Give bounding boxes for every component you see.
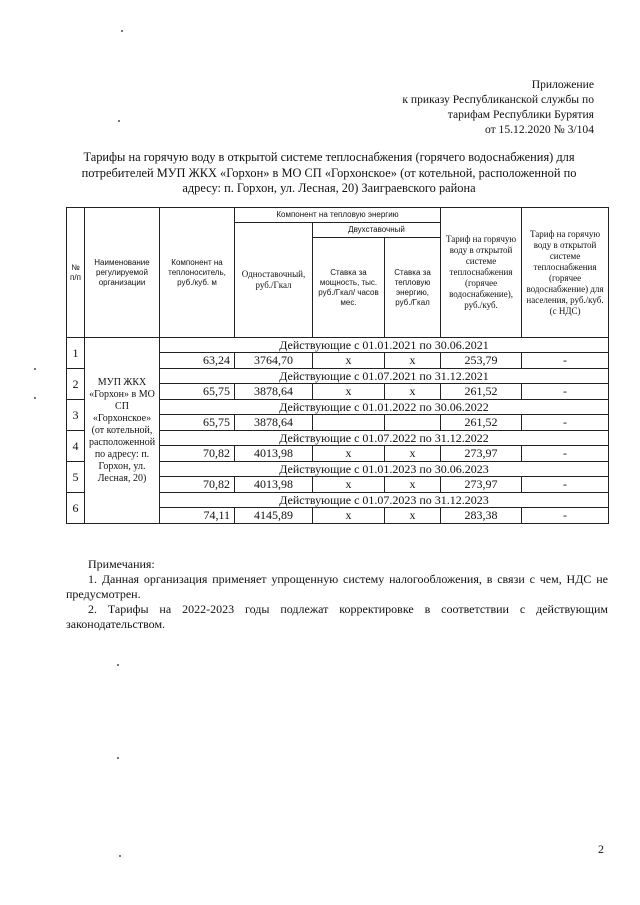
carrier-value: 65,75 (160, 415, 235, 431)
capacity-rate-value (313, 415, 385, 431)
scan-speck (117, 664, 119, 666)
document-title (70, 150, 588, 197)
tariff-value: 261,52 (441, 415, 522, 431)
tariff-value: 253,79 (441, 353, 522, 369)
header-two-rate-group: Двухставочный (313, 223, 441, 238)
single-rate-value: 4013,98 (235, 477, 313, 493)
title-line: Тарифы на горячую воду в открытой системе теплоснабжения (горячего водоснабжения) для (83, 150, 575, 164)
capacity-rate-value: х (313, 508, 385, 524)
appendix-line: к приказу Республиканской службы по (402, 93, 594, 106)
title-line: адресу: п. Горхон, ул. Лесная, 20) Заиграевского района (182, 181, 476, 195)
single-rate-value: 3878,64 (235, 415, 313, 431)
tariff-value: 273,97 (441, 446, 522, 462)
header-tariff: Тариф на горячую воду в открытой системе теплоснабжения (горячее водоснабжение), руб./куб. (441, 208, 522, 338)
population-tariff-value: - (522, 415, 609, 431)
row-number: 4 (67, 431, 85, 462)
header-single-rate: Одноставочный, руб./Гкал (235, 223, 313, 338)
period-label: Действующие с 01.01.2022 по 30.06.2022 (160, 400, 609, 415)
scan-speck (118, 120, 120, 122)
period-label: Действующие с 01.01.2023 по 30.06.2023 (160, 462, 609, 477)
scan-speck (34, 397, 36, 399)
carrier-value: 63,24 (160, 353, 235, 369)
row-number: 3 (67, 400, 85, 431)
capacity-rate-value: х (313, 477, 385, 493)
appendix-line: от 15.12.2020 № 3/104 (484, 123, 594, 136)
tariff-value: 273,97 (441, 477, 522, 493)
tariff-table (66, 207, 609, 524)
appendix-line: Приложение (531, 78, 594, 91)
page-number: 2 (598, 842, 604, 856)
table-row (67, 338, 609, 353)
header-carrier: Компонент на теплоноситель, руб./куб. м (160, 208, 235, 338)
single-rate-value: 4013,98 (235, 446, 313, 462)
single-rate-value: 4145,89 (235, 508, 313, 524)
single-rate-value: 3878,64 (235, 384, 313, 400)
capacity-rate-value: х (313, 384, 385, 400)
header-num: № п/п (67, 208, 85, 338)
population-tariff-value: - (522, 353, 609, 369)
note-item: 2. Тарифы на 2022-2023 годы подлежат корректировке в соответствии с действующим законодательством. (66, 602, 608, 631)
energy-rate-value (385, 415, 441, 431)
population-tariff-value: - (522, 446, 609, 462)
note-item: 1. Данная организация применяет упрощенную систему налогообложения, в связи с чем, НДС не предусмотрен. (66, 572, 608, 601)
row-number: 5 (67, 462, 85, 493)
population-tariff-value: - (522, 477, 609, 493)
header-tariff-population: Тариф на горячую воду в открытой системе теплоснабжения (горячее водоснабжение) для населения, руб./куб. (с НДС) (522, 208, 609, 338)
header-org: Наименование регулируемой организации (85, 208, 160, 338)
header-energy-rate: Ставка за тепловую энергию, руб./Гкал (385, 238, 441, 338)
scan-speck (117, 757, 119, 759)
carrier-value: 74,11 (160, 508, 235, 524)
scan-speck (119, 855, 121, 857)
capacity-rate-value: х (313, 353, 385, 369)
period-label: Действующие с 01.07.2021 по 31.12.2021 (160, 369, 609, 384)
population-tariff-value: - (522, 508, 609, 524)
energy-rate-value: х (385, 508, 441, 524)
period-label: Действующие с 01.07.2023 по 31.12.2023 (160, 493, 609, 508)
energy-rate-value: х (385, 384, 441, 400)
row-number: 2 (67, 369, 85, 400)
appendix-line: тарифам Республики Бурятия (447, 108, 594, 121)
energy-rate-value: х (385, 446, 441, 462)
header-thermal-group: Компонент на тепловую энергию (235, 208, 441, 223)
period-label: Действующие с 01.07.2022 по 31.12.2022 (160, 431, 609, 446)
header-capacity-rate: Ставка за мощность, тыс. руб./Гкал/ часов мес. (313, 238, 385, 338)
notes-heading: Примечания: (88, 557, 155, 571)
row-number: 1 (67, 338, 85, 369)
notes-section (66, 557, 608, 632)
scan-speck (121, 30, 123, 32)
scan-speck (34, 368, 36, 370)
appendix-reference (402, 77, 594, 137)
single-rate-value: 3764,70 (235, 353, 313, 369)
tariff-value: 261,52 (441, 384, 522, 400)
row-number: 6 (67, 493, 85, 524)
energy-rate-value: х (385, 353, 441, 369)
capacity-rate-value: х (313, 446, 385, 462)
title-line: потребителей МУП ЖКХ «Горхон» в МО СП «Горхонское» (от котельной, расположенной по (81, 165, 577, 180)
energy-rate-value: х (385, 477, 441, 493)
organization-name: МУП ЖКХ «Горхон» в МО СП «Горхонское» (от котельной, расположенной по адресу: п. Горхон, ул. Лесная, 20) (85, 338, 160, 524)
carrier-value: 70,82 (160, 477, 235, 493)
population-tariff-value: - (522, 384, 609, 400)
tariff-value: 283,38 (441, 508, 522, 524)
period-label: Действующие с 01.01.2021 по 30.06.2021 (160, 338, 609, 353)
carrier-value: 70,82 (160, 446, 235, 462)
carrier-value: 65,75 (160, 384, 235, 400)
